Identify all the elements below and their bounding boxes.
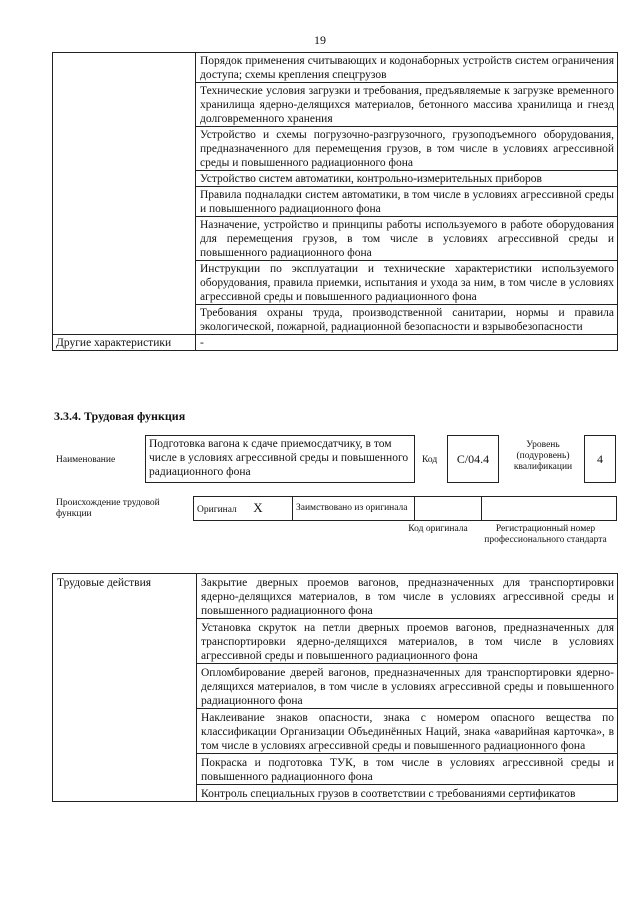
requirement-item: Назначение, устройство и принципы работы используемого в работе оборудования для перемещения грузов, в том числе в условиях агрессивной среды и повышенного радиационного фона xyxy=(196,217,618,261)
action-item: Опломбирование дверей вагонов, предназначенных для транспортировки ядерно-делящихся материалов, в том числе в условиях агрессивной среды и повышенного радиационного фона xyxy=(197,664,618,709)
code-label: Код xyxy=(422,455,438,465)
table-row xyxy=(194,497,617,521)
name-label: Наименование xyxy=(56,455,116,465)
section-heading: 3.3.4. Трудовая функция xyxy=(54,409,186,423)
action-item: Закрытие дверных проемов вагонов, предназначенных для транспортировки ядерно-делящихся материалов, в том числе в условиях агрессивной среды и повышенного радиационного фона xyxy=(197,574,618,619)
requirement-item: Правила подналадки систем автоматики, в том числе в условиях агрессивной среды и повышенного радиационного фона xyxy=(196,187,618,217)
table-row xyxy=(53,574,618,619)
origin-table xyxy=(193,496,617,521)
table-row xyxy=(53,53,618,83)
level-label: Уровень (подуровень) квалификации xyxy=(513,440,573,472)
other-characteristics-value: - xyxy=(196,335,618,351)
requirement-item: Требования охраны труда, производственной санитарии, нормы и правила экологической, пожарной, радиационной безопасности и взрывобезопасности xyxy=(196,305,618,335)
level-value: 4 xyxy=(584,435,616,483)
origin-code-label: Код оригинала xyxy=(408,524,468,534)
requirement-item: Инструкции по эксплуатации и технические характеристики используемого оборудования, правила приемки, испытания и ухода за ним, в том числе в условиях агрессивной среды и повышенного радиационного фона xyxy=(196,261,618,305)
requirements-label-cell xyxy=(53,53,196,335)
requirement-item: Устройство систем автоматики, контрольно-измерительных приборов xyxy=(196,171,618,187)
reg-number-label: Регистрационный номер профессионального стандарта xyxy=(484,524,607,545)
code-value: С/04.4 xyxy=(447,435,499,483)
original-cell xyxy=(194,497,293,521)
original-label: Оригинал xyxy=(197,504,237,515)
page-number: 19 xyxy=(314,33,326,47)
function-name-box: Подготовка вагона к сдаче приемосдатчику, в том числе в условиях агрессивной среды и повышенного радиационного фона xyxy=(145,435,415,483)
borrowed-label: Заимствовано из оригинала xyxy=(293,497,415,521)
requirement-item: Технические условия загрузки и требования, предъявляемые к загрузке временного хранилища ядерно-делящихся материалов, бетонного массива хранилища и гнезд долговременного хранения xyxy=(196,83,618,127)
origin-label: Происхождение трудовой функции xyxy=(56,498,160,519)
labor-actions-table xyxy=(52,573,618,802)
table-row xyxy=(53,335,618,351)
action-item: Установка скруток на петли дверных проемов вагонов, предназначенных для транспортировки ядерно-делящихся материалов, в том числе в условиях агрессивной среды и повышенного радиационного фона xyxy=(197,619,618,664)
requirements-table xyxy=(52,52,618,351)
reg-number-cell xyxy=(482,497,617,521)
other-characteristics-label: Другие характеристики xyxy=(53,335,196,351)
labor-actions-label: Трудовые действия xyxy=(53,574,197,802)
requirement-item: Порядок применения считывающих и кодонаборных устройств систем ограничения доступа; схемы крепления спецгрузов xyxy=(196,53,618,83)
origin-code-cell xyxy=(415,497,482,521)
original-mark: X xyxy=(253,499,263,515)
requirement-item: Устройство и схемы погрузочно-разгрузочного, грузоподъемного оборудования, предназначенного для перемещения грузов, в том числе в условиях агрессивной среды и повышенного радиационного фона xyxy=(196,127,618,171)
action-item: Контроль специальных грузов в соответствии с требованиями сертификатов xyxy=(197,785,618,802)
action-item: Покраска и подготовка ТУК, в том числе в условиях агрессивной среды и повышенного радиационного фона xyxy=(197,754,618,785)
action-item: Наклеивание знаков опасности, знака с номером опасного вещества по классификации Организации Объединённых Наций, знака «аварийная карточка», в том числе в условиях агрессивной среды и повышенного радиационного фона xyxy=(197,709,618,754)
